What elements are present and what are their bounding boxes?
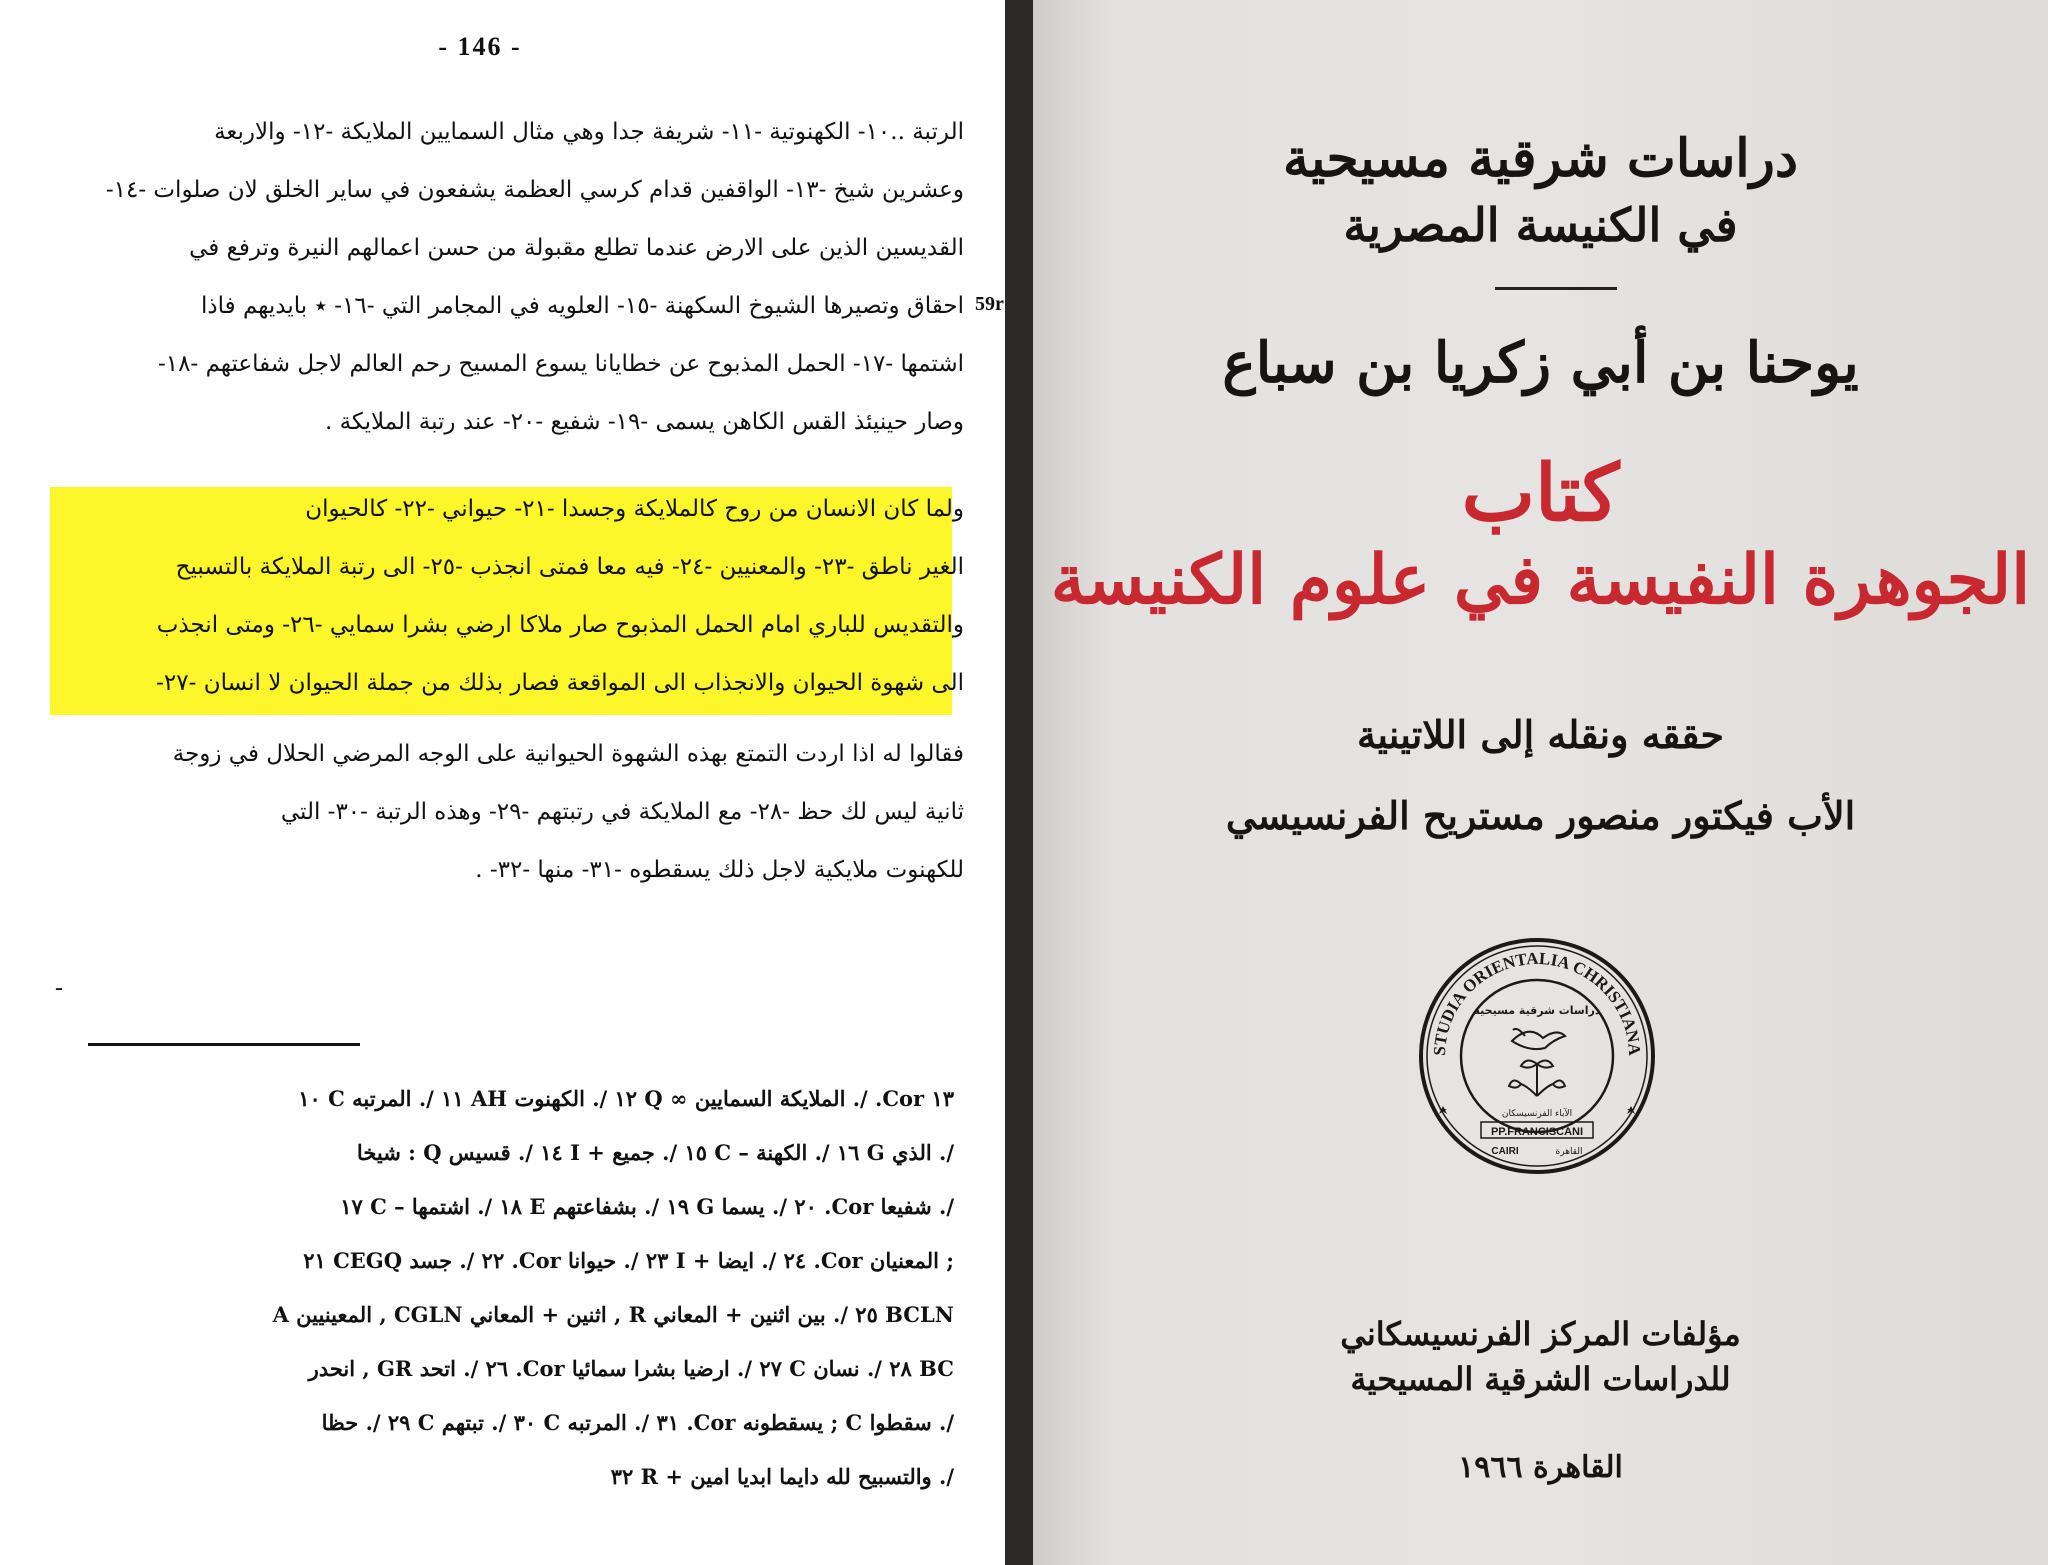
paragraph-3 — [54, 725, 964, 899]
footnote-line: BC ٢٨ /. نسان C ٢٧ /. ارضيا بشرا سمائيا Cor. ٢٦ /. اتحد GR , انحدر — [308, 1356, 954, 1381]
seal-band-text: PP.FRANCISCANI — [1490, 1126, 1584, 1138]
footnote-line: ١٣ Cor. /. الملايكة السمايين ∞ Q ١٢ /. الكهنوت AH ١١ /. المرتبه C ١٠ — [298, 1086, 954, 1111]
text-line: والتقديس للباري امام الحمل المذبوح صار ملاكا ارضي بشرا سمايي -٢٦- ومتى انجذب — [156, 612, 964, 638]
footnote-rule — [88, 1043, 360, 1046]
publisher-line-1: مؤلفات المركز الفرنسيسكاني — [1340, 1315, 1741, 1353]
margin-reference: 59r — [975, 293, 1004, 315]
text-line: اشتمها -١٧- الحمل المذبوح عن خطايانا يسوع المسيح رحم العالم لاجل شفاعتهم -١٨- — [158, 351, 964, 377]
footnote-line: BCLN ٢٥ /. بين اثنين + المعاني R , اثنين + المعاني CGLN , المعينيين A — [272, 1302, 954, 1327]
text-line: الغير ناطق -٢٣- والمعنيين -٢٤- فيه معا فمتى انجذب -٢٥- الى رتبة الملايكة بالتسبيح — [175, 554, 964, 580]
seal-emblem — [1417, 936, 1657, 1176]
footnote-line: /. والتسبيح لله دايما ابديا امين + R ٣٢ — [610, 1464, 954, 1489]
footnote-line: /. سقطوا C ; يسقطونه Cor. ٣١ /. المرتبه C ٣٠ /. تبتهم C ٢٩ /. حظا — [321, 1410, 954, 1435]
editor-name: الأب فيكتور منصور مستريح الفرنسيسي — [1225, 793, 1856, 838]
lotus-icon — [1509, 1060, 1565, 1096]
paragraph-1 — [54, 103, 964, 451]
footnote-line: ; المعنيان Cor. ٢٤ /. ايضا + I ٢٣ /. حيوانا Cor. ٢٢ /. جسد CEGQ ٢١ — [303, 1248, 954, 1273]
text-line: وعشرين شيخ -١٣- الواقفين قدام كرسي العظمة يشفعون في ساير الخلق لان صلوات -١٤- — [105, 177, 964, 203]
seal-lower-arabic: الآباء الفرنسيسكان — [1501, 1109, 1573, 1119]
text-line: للكهنوت ملايكية لاجل ذلك يسقطوه -٣١- منها -٣٢- . — [475, 857, 964, 883]
page-number: - 146 - — [438, 32, 522, 61]
text-line: احقاق وتصيرها الشيوخ السكهنة -١٥- العلويه في المجامر التي -١٦- ٭ بايديهم فاذا — [201, 293, 964, 319]
text-line: ثانية ليس لك حظ -٢٨- مع الملايكة في رتبتهم -٢٩- وهذه الرتبة -٣٠- التي — [280, 799, 964, 825]
book-title: الجوهرة النفيسة في علوم الكنيسة — [1050, 540, 2031, 620]
right-page-title — [1005, 0, 2048, 1565]
text-line: القديسين الذين على الارض عندما تطلع مقبولة من حسن اعمالهم النيرة وترفع في — [189, 235, 964, 261]
text-line: ولما كان الانسان من روح كالملايكة وجسدا -٢١- حيواني -٢٢- كالحيوان — [305, 496, 964, 522]
text-line: فقالوا له اذا اردت التمتع بهذه الشهوة الحيوانية على الوجه المرضي الحلال في زوجة — [172, 741, 964, 767]
series-subtitle: في الكنيسة المصرية — [1343, 198, 1738, 252]
text-line: الرتبة ..١٠- الكهنوتية -١١- شريفة جدا وهي مثال السمايين الملايكة -١٢- والاربعة — [214, 119, 964, 145]
publisher-line-2: للدراسات الشرقية المسيحية — [1350, 1360, 1731, 1398]
seal-outer-text: STUDIA ORIENTALIA CHRISTIANA — [1429, 948, 1645, 1057]
author-name: يوحنا بن أبي زكريا بن سباع — [1222, 330, 1859, 396]
dove-icon — [1512, 1029, 1565, 1049]
dash-mark: - — [55, 975, 63, 1001]
footnote-line: /. الذي G ١٦ /. الكهنة – C ١٥ /. جميع + I ١٤ /. قسيس Q : شيخا — [356, 1140, 954, 1165]
edited-line: حققه ونقله إلى اللاتينية — [1356, 712, 1725, 757]
text-line: الى شهوة الحيوان والانجذاب الى المواقعة فصار بذلك من جملة الحيوان لا انسان -٢٧- — [156, 670, 964, 696]
book-word: كتاب — [1461, 448, 1620, 539]
footnote-line: /. شفيعا Cor. ٢٠ /. يسما G ١٩ /. بشفاعتهم E ١٨ /. اشتمها – C ١٧ — [340, 1194, 954, 1219]
title-divider — [1495, 287, 1617, 290]
binding-shadow — [1005, 0, 1033, 1565]
left-page — [0, 0, 1005, 1565]
text-line: وصار حينيئذ القس الكاهن يسمى -١٩- شفيع -٢٠- عند رتبة الملايكة . — [324, 409, 964, 435]
seal-city-arabic: القاهرة — [1555, 1147, 1583, 1157]
seal-inner-arabic: دراسات شرقية مسيحية — [1473, 1004, 1601, 1017]
seal-city: CAIRI — [1491, 1146, 1519, 1157]
place-year: القاهرة ١٩٦٦ — [1458, 1450, 1623, 1485]
footnotes — [54, 1072, 954, 1504]
paragraph-2-highlighted — [54, 480, 964, 712]
series-title: دراسات شرقية مسيحية — [1282, 128, 1799, 189]
